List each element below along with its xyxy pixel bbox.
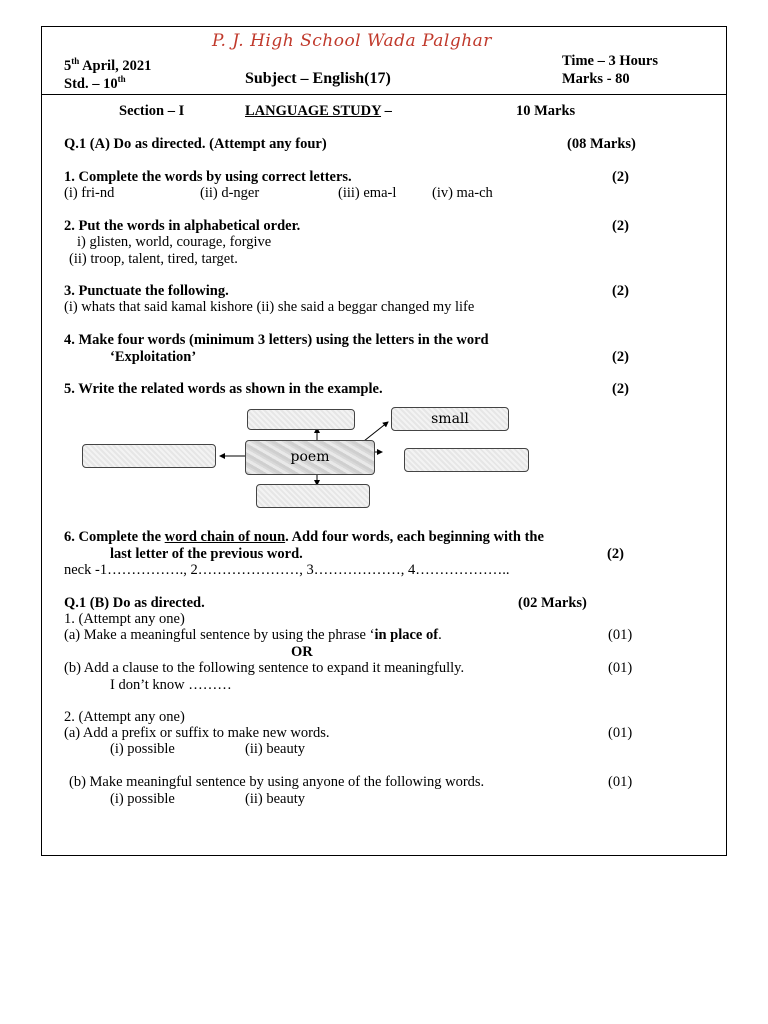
word-box-center xyxy=(245,440,375,475)
item2-line2: (ii) troop, talent, tired, target. xyxy=(69,251,238,267)
total-marks: Marks - 80 xyxy=(562,71,630,87)
section-label: Section – I xyxy=(119,103,185,119)
exam-time: Time – 3 Hours xyxy=(562,53,658,69)
section-title: LANGUAGE STUDY – xyxy=(245,103,392,119)
q1a-heading: Q.1 (A) Do as directed. (Attempt any four) xyxy=(64,136,327,152)
word-box-top[interactable] xyxy=(247,409,355,430)
q1b-1b-sentence: I don’t know ……… xyxy=(110,677,232,693)
center-word: poem xyxy=(290,449,330,465)
item1-part-i: (i) fri-nd xyxy=(64,185,115,201)
q1b-part1-title: 1. (Attempt any one) xyxy=(64,611,185,627)
q1b-1b-marks: (01) xyxy=(608,660,633,676)
q1b-2a-ii: (ii) beauty xyxy=(245,741,305,757)
item2-marks: (2) xyxy=(612,218,629,234)
subject: Subject – English(17) xyxy=(245,70,391,87)
q1b-2a-i: (i) possible xyxy=(110,741,175,757)
school-name: P. J. High School Wada Palghar xyxy=(212,31,492,51)
q1b-1a-marks: (01) xyxy=(608,627,633,643)
q1b-2b-i: (i) possible xyxy=(110,791,175,807)
item2-line1: i) glisten, world, courage, forgive xyxy=(77,234,272,250)
q1b-2b-marks: (01) xyxy=(608,774,633,790)
q1b-1b: (b) Add a clause to the following sentence to expand it meaningfully. xyxy=(64,660,465,676)
item4-word: ‘Exploitation’ xyxy=(110,349,197,365)
item1-title: 1. Complete the words by using correct letters. xyxy=(64,169,352,185)
word-box-example xyxy=(391,407,509,431)
exam-paper xyxy=(41,26,727,856)
q1b-2b: (b) Make meaningful sentence by using anyone of the following words. xyxy=(69,774,485,790)
exam-date: 5th April, 2021 xyxy=(64,56,152,74)
q1b-marks: (02 Marks) xyxy=(518,595,587,611)
item3-marks: (2) xyxy=(612,283,629,299)
q1b-2b-ii: (ii) beauty xyxy=(245,791,305,807)
item5-marks: (2) xyxy=(612,381,629,397)
word-box-left[interactable] xyxy=(82,444,216,468)
or-separator: OR xyxy=(291,644,313,660)
item3-line1: (i) whats that said kamal kishore (ii) she said a beggar changed my life xyxy=(64,299,475,315)
item6-title: 6. Complete the word chain of noun. Add four words, each beginning with the xyxy=(64,529,544,545)
example-word: small xyxy=(431,411,469,427)
item5-title: 5. Write the related words as shown in the example. xyxy=(64,381,383,397)
section-marks: 10 Marks xyxy=(516,103,576,119)
word-box-right[interactable] xyxy=(404,448,529,472)
item2-title: 2. Put the words in alphabetical order. xyxy=(64,218,301,234)
q1b-2a: (a) Add a prefix or suffix to make new words. xyxy=(64,725,330,741)
word-box-bottom[interactable] xyxy=(256,484,370,508)
q1b-1a: (a) Make a meaningful sentence by using the phrase ‘in place of. xyxy=(64,627,442,643)
item1-part-iii: (iii) ema-l xyxy=(338,185,397,201)
item1-part-ii: (ii) d-nger xyxy=(200,185,260,201)
q1a-marks: (08 Marks) xyxy=(567,136,636,152)
q1b-heading: Q.1 (B) Do as directed. xyxy=(64,595,205,611)
item4-marks: (2) xyxy=(612,349,629,365)
item6-chain: neck -1……………., 2…………………, 3………………, 4……………….. xyxy=(64,562,510,578)
item3-title: 3. Punctuate the following. xyxy=(64,283,229,299)
q1b-part2-title: 2. (Attempt any one) xyxy=(64,709,185,725)
item6-line2: last letter of the previous word. xyxy=(110,546,303,562)
item6-marks: (2) xyxy=(607,546,624,562)
item4-title: 4. Make four words (minimum 3 letters) using the letters in the word xyxy=(64,332,489,348)
q1b-2a-marks: (01) xyxy=(608,725,633,741)
item1-marks: (2) xyxy=(612,169,629,185)
item1-part-iv: (iv) ma-ch xyxy=(432,185,493,201)
standard: Std. – 10th xyxy=(64,74,126,92)
